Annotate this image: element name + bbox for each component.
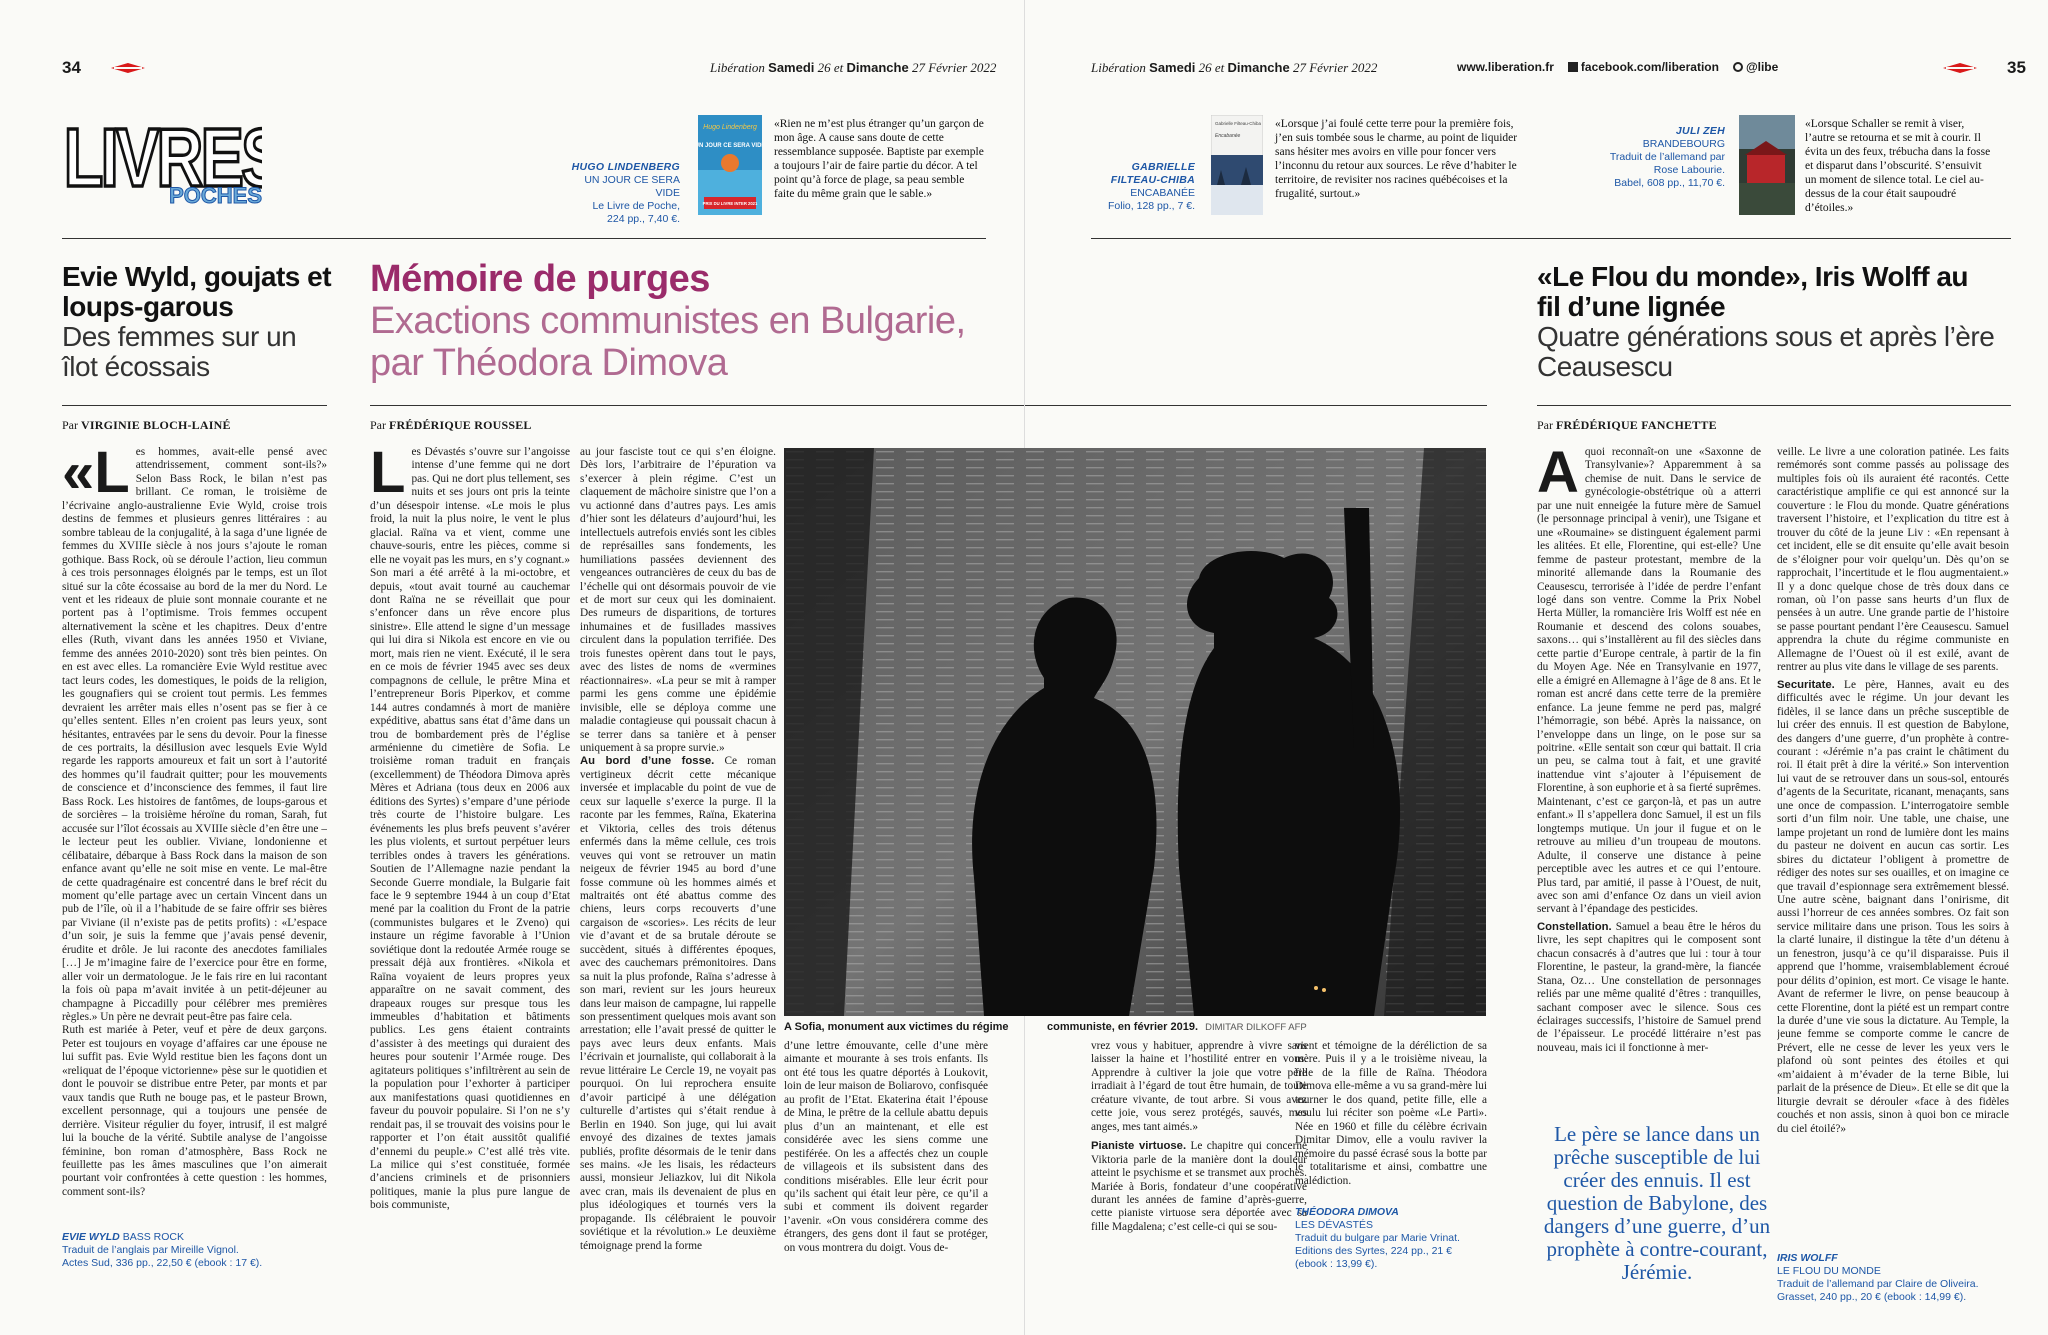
pull-quote: Le père se lance dans un prêche susceptible de lui créer des ennuis. Il est question de Babylone, des dangers d’une guerre, d’un prophète à contre-courant, Jérémie.	[1543, 1122, 1771, 1284]
dropcap: A	[1537, 446, 1579, 505]
article-title: Evie Wyld, goujats et loups-garous	[62, 261, 332, 322]
cover-author: Gabrielle Filteau-Chiba	[1215, 121, 1262, 126]
paragraph: veille. Le livre a une coloration patinée. Les faits remémorés sont comme passés au polissage des multiples fois où ils auraient été racontés. Cette caractéristique amplifie ce qui est annoncé sur la couverture : le Flou du monde. Quatre générations traversent l’histoire, et l’explication du titre est à trouver du côté de la jeune Liv : «En repensant à cet incident, elle se dit ensuite qu’elle avait besoin de s’éloigner pour voir quelqu’un. Dès qu’on se rapprochait, l’incertitude et le flou augmentaient.» Il y a donc quelque chose de très doux dans ce roman, où l’on passe sans heurts d’un flux de pensées à un autre. Une grande partie de l’histoire se passe pourtant pendant l’ère Ceausescu. Samuel apprendra la chute du régime communiste en Allemagne de l’Ouest où il est exilé, avant de rentrer au plus vite dans le village de ses parents.	[1777, 446, 2009, 674]
dateline-d1: 26	[817, 60, 831, 75]
dateline-day1: Samedi	[1149, 60, 1196, 75]
caption-text: communiste, en février 2019.	[1047, 1021, 1199, 1033]
credit-publisher: Actes Sud, 336 pp., 22,50 € (ebook : 17 €).	[62, 1257, 263, 1269]
poche-quote: «Rien ne m’est plus étranger qu’un garçon de mon âge. A cause sans doute de cette ressemblance supposée. Baptiste par exemple a toujours l’air de faire partie du décor. A tel point qu’à force de plage, sa peau semble faite du même grain que le sable.»	[774, 118, 984, 200]
poche-publisher: Traduit de l’allemand par Rose Labourie.	[1609, 151, 1725, 176]
book-cover	[698, 115, 762, 215]
paragraph: Samuel a beau être le héros du livre, les sept chapitres qui le composent sont chacun consacrés à d’autres que lui : tour à tour Florentine, le pasteur, la grand-mère, la fiancée Stana, Oz… Une constellation de personnages reliés par une même qualité d’êtres : tranquilles, sachant composer avec le silence. Sous ces éclairages successifs, l’histoire de Samuel prend de l’épaisseur. Le procédé littéraire n’est pas nouveau, mais ici il fonctionne à mer-	[1537, 920, 1761, 1054]
byline-author: FRÉDÉRIQUE FANCHETTE	[1556, 418, 1717, 432]
paragraph: vrez vous y habituer, apprendre à vivre sans laisser la haine et l’hostilité entrer en vous. Apprendre à cultiver la joie que votre père irradiait à l’égard de tout être humain, de toute créature vivante, de tout arbre. Si vous avez cette joie, vous serez protégés, sauvés, mes anges, mes tant aimés.»	[1091, 1040, 1307, 1133]
credit-translation: Traduit du bulgare par Marie Vrinat.	[1295, 1232, 1460, 1244]
dropcap: L	[370, 446, 406, 505]
center-col-2	[580, 446, 776, 1310]
cover-author: Hugo Lindenberg	[703, 124, 757, 131]
section-title: LIVRE	[63, 111, 242, 205]
photo-caption	[784, 1021, 1009, 1033]
poche-title: BRANDEBOURG	[1642, 138, 1725, 150]
center-col-1	[370, 446, 570, 1310]
page-number: 34	[62, 58, 81, 77]
paragraph: Le père, Hannes, avait eu des difficultés avec le régime. Un jour devant les fidèles, il se lance dans un prêche susceptible de lui créer des ennuis. Il est question de Babylone, des dangers d’une guerre, d’un prophète à contre-courant : «Jérémie n’a pas craint le châtiment du roi. Il était prêt à dire la vérité.» Son intervention lui vaut de se retrouver dans un sous-sol, entourés d’agents de la Securitate, ricanant, menaçants, sans une once de compassion. L’interrogatoire semble sorti d’un film noir. Une table, une chaise, une lampe projetant un rond de lumière dont les mains du pasteur ne doivent en aucun cas sortir. Les sbires du dictateur l’obligent à promettre de rédiger des notes sur ses ouailles, et on imagine ce que travail d’espionnage sera extrêmement blessé. Une autre scène, baignant dans l’onirisme, dit aussi l’horreur de ces années sombres. Oz fait son service militaire dans une prison. Tous les soirs à la clarté lunaire, il distingue la tête d’un détenu à un fenestron, jusqu’à ce qu’il disparaisse. Puis il apprend que l’homme, vraisemblablement écroué pour délits d’opinion, est mort. Ce visage le hante. Avant de refermer le livre, on pense beaucoup à cette Florentine, dont la piété est un rempart contre la durée d’une vie sous la dictature. Au Temple, la jeune femme se comporte comme le cancre de Prévert, elle ne cesse de lever les yeux vers le plafond où sont peintes des étoiles et qui «m’aidaient à m’évader de la terne Bible, lui parlait de la présence de Dieu». Et elle se dit que la liturgie devrait se dérouler «face à des fidèles couchés et non assis, sinon à quoi bon ce miracle du ciel étoilé?»	[1777, 678, 2009, 1135]
poche-author: GABRIELLE FILTEAU-CHIBA	[1110, 161, 1195, 186]
section-rule	[370, 405, 1024, 406]
article-subtitle: Des femmes sur un îlot écossais	[62, 321, 297, 382]
credit-title: BASS ROCK	[122, 1231, 184, 1243]
poche-price: Babel, 608 pp., 11,70 €.	[1614, 177, 1725, 189]
poche-author: JULI ZEH	[1675, 125, 1725, 137]
book-credit	[1777, 1252, 2009, 1304]
cover-title: UN JOUR CE SERA VIDE	[698, 143, 762, 149]
center-title: Mémoire de purges	[370, 258, 710, 300]
byline-prefix: Par	[1537, 418, 1553, 432]
center-subtitle: Exactions communistes en Bulgarie, par Théodora Dimova	[370, 300, 966, 384]
section-logo	[62, 108, 262, 213]
byline-prefix: Par	[62, 418, 78, 432]
right-headline	[1537, 262, 1997, 382]
section-subtitle: POCHES	[169, 183, 262, 208]
byline	[62, 418, 231, 433]
section-rule	[1537, 405, 2011, 406]
poche-book-1	[560, 115, 990, 225]
paragraph: au jour fasciste tout ce qui s’en éloigne. Dès lors, l’arbitraire de l’épuration va s’exercer à plein régime. C’est un claquement de mâchoire sinistre que l’on a vu actionné dans d’autres pays. Les amis d’hier sont les délateurs d’aujourd’hui, les intellectuels autrefois enviés sont les cibles de représailles sans fondements, les humiliations passées deviennent des vengeances outrancières de ceux du bas de l’échelle qui ont désormais pouvoir de vie et de mort sur ceux qui les dominaient. Des rumeurs de disparitions, de tortures inhumaines et de fusillades massives circulent dans la population terrifiée. Des trois funestes opèrent dans tout le pays, avec des listes de noms de «vermines réactionnaires». «La peur se mit à ramper parmi les gens comme une épidémie invisible, elle se déploya comme une maladie contagieuse qui poussait chacun à se terrer dans sa tanière et à penser uniquement à sa propre survie.»	[580, 446, 776, 754]
poche-publisher: Folio, 128 pp., 7 €.	[1108, 200, 1195, 212]
book-credit	[62, 1231, 327, 1270]
center-byline	[370, 418, 532, 433]
article-subtitle: Quatre générations sous et après l’ère Ceausescu	[1537, 321, 1995, 382]
dateline-day2: Dimanche	[846, 60, 909, 75]
paragraph: Ce roman vertigineux décrit cette mécanique inversée et implacable du point de vue de ceux sur laquelle s’exerce la purge. Il la raconte par les femmes, Raïna, Ekaterina et Viktoria, celles des trois détenus enfermés dans la même cellule, ces trois veuves qui vont se retrouver un matin neigeux de février 1945 au bord d’une fosse commune où les hommes aimés et maltraités ont été abattus comme des chiens, leurs corps recouverts d’une cargaison de «scories». Les récits de leur vie d’avant et de sa brutale déroute se succèdent, situés à différentes époques, avec des cauchemars prémonitoires. Dans sa nuit la plus profonde, Raïna s’adresse à son mari, revient sur les jours heureux dans leur maison de campagne, lui rappelle son pressentiment quelques mois avant son arrestation; elle l’avait pressé de quitter le pays avec leurs deux enfants. Mais l’écrivain et journaliste, qui collaborait à la revue littéraire Le Cercle 19, ne voyait pas pourquoi. On lui reprochera ensuite d’avoir participé à une délégation culturelle d’artistes qui s’était rendue à Berlin en 1940. Son juge, qui lui avait envoyé des dizaines de textes jamais publiés, profite désormais de le tenir dans ses mains. «Je les lisais, les rédacteurs aussi, monsieur Jeliazkov, lui dit Nikola avec cran, mais ils devenaient de plus en plus idéologiques et tournés vers la propagande. Ils célébraient le pouvoir soviétique et la révolution.» Le deuxième témoignage prend la forme	[580, 755, 776, 1252]
page-number: 35	[2007, 58, 2026, 77]
dateline-and: et	[833, 60, 844, 75]
right-col-2	[1777, 446, 2009, 1242]
subhead: Pianiste virtuose.	[1091, 1140, 1187, 1153]
center-headline	[370, 258, 1010, 384]
poche-meta	[1605, 125, 1725, 190]
dateline-d2: 27 Février 2022	[1292, 60, 1378, 75]
dateline-paper: Libération	[710, 60, 765, 75]
social-links	[1457, 60, 1778, 74]
poche-publisher: Le Livre de Poche,	[592, 200, 680, 212]
subhead: Constellation.	[1537, 920, 1612, 933]
paragraph: d’une lettre émouvante, celle d’une mère aimante et mourante à ses trois enfants. Ils ont été tous les quatre déportés à Loukovit, loin de leur maison de Boliarovo, confisquée au profit de l’Etat. Ekaterina était l’épouse de Mina, le prêtre de la cellule abattu depuis plus d’un an maintenant, et elle est considérée avec les siens comme une pestiférée. On les a affectés chez un couple de villageois et ils subsistent dans des conditions misérables. Elle leur écrit pour qu’ils sachent qui était leur père, ce qu’il a subi et comment ils doivent regarder l’avenir. «On vous considérera comme des étrangers, des gens dont il faut se protéger, on vous montrera du doigt. Vous de-	[784, 1040, 988, 1254]
byline-author: FRÉDÉRIQUE ROUSSEL	[389, 418, 532, 432]
dateline-paper: Libération	[1091, 60, 1146, 75]
facebook-link[interactable]	[1568, 60, 1719, 74]
article-body	[62, 446, 327, 1206]
byline-prefix: Par	[370, 418, 386, 432]
poche-title: UN JOUR CE SERA VIDE	[584, 174, 680, 199]
poche-price: 224 pp., 7,40 €.	[607, 213, 680, 225]
dateline-day2: Dimanche	[1227, 60, 1290, 75]
facebook-icon	[1568, 62, 1578, 72]
poche-book-3	[1605, 115, 2005, 215]
dateline	[710, 60, 996, 76]
article-headline	[62, 262, 332, 382]
dateline-day1: Samedi	[768, 60, 815, 75]
article-title: «Le Flou du monde», Iris Wolff au fil d’une lignée	[1537, 261, 1969, 322]
dateline-d1: 26	[1198, 60, 1212, 75]
paragraph: Ruth est mariée à Peter, veuf et père de deux garçons. Peter est toujours en voyage d’affaires car une épouse ne lui suffit pas. Evie Wyld restitue bien les façons dont un «reliquat de l’époque victorienne» pèse sur le quotidien et dont le pouvoir se distribue entre Peter, par monts et par vaux tandis que Ruth ne bouge pas, et le pasteur Brown, excellent personnage, qui a toujours une pensée de derrière. Visiteur régulier du foyer, intrusif, il est malgré lui la bouche de la vérité. Subtile analyse de l’angoisse féminine, bon roman d’atmosphère, Bass Rock ne feuillette pas les âmes masculines que l’on aimerait pourtant voir confrontées à cette question : les hommes, comment sont-ils?	[62, 1024, 327, 1198]
caption-text: A Sofia, monument aux victimes du régime	[784, 1021, 1009, 1033]
credit-title: LE FLOU DU MONDE	[1777, 1265, 1881, 1277]
right-byline	[1537, 418, 1717, 433]
paragraph: Le chapitre qui concerne Viktoria parle de la manière dont la douleur atteint le psychisme et se transmet aux proches. Mariée à Boris, fondateur d’une coopérative durant les années de famine d’après-guerre, cette pianiste virtuose sera déportée avec sa fille Magdalena; c’est celle-ci qui se sou-	[1091, 1140, 1307, 1233]
paragraph: es hommes, avait-elle pensé avec attendrissement, comment sont-ils?» Selon Bass Rock, le bilan n’est pas brillant. Ce roman, le troisième de l’écrivaine anglo-australienne Evie Wyld, croise trois destins de femmes et plusieurs genres littéraires : au sombre tableau de la conjugalité, à la saga d’une lignée de femmes du XVIIIe siècle à nos jours s’ajoute le roman gothique. Bass Rock, où se déroule l’action, lieu commun à ces trois personnages éloignés par le temps, est un îlot situé sur la côte écossaise au bord de la mer du Nord. Le vent et les rideaux de pluie sont monnaie courante et ne portent pas à l’optimisme. Trois femmes occupent alternativement la scène et les chapitres. Deux d’entre elles (Ruth, vivant dans les années 1950 et Viviane, femme des années 2010-2020) sont très bien peintes. On en est avec elles. La romancière Evie Wyld restitue avec tact leurs codes, les domestiques, le poids de la religion, les gougnafiers qui se croient tout permis. Les femmes devraient les arrêter mais elles n’osent pas se fier à ce qu’elles sentent. Elles n’en croient pas leurs yeux, sont hésitantes, entravées par le sens du devoir. Pour la finesse de ces portraits, la désillusion avec lesquels Evie Wyld regarde les rapports amoureux et fait un sort à l’autorité des hommes qu’il faudrait quitter; pour les mouvements de conscience et d’inconscience des femmes, il faut lire Bass Rock. Les histoires de fantômes, de loups-garous et de sorcières – la troisième héroïne du roman, Sarah, fut accusée sur l’îlot écossais au XVIIIe siècle d’en être une – le lecteur peut les oublier. Viviane, londonienne et célibataire, débarque à Bass Rock dans la maison de son enfance avant qu’elle ne soit mise en vente. Le mal-être de cette quadragénaire est concentré dans le bref récit du moment qu’elle partage avec un certain Vincent dans un pub de l’île, où il a l’habitude de se faire offrir ses bières par Viviane (il n’existe pas de petits profits) : «L’espace d’un soir, je suis la femme que j’avais pensé devenir, érudite et drôle. Je lui raconte des anecdotes familiales […] Je m’imagine faire de l’exercice pour être en forme, aller voir un dermatologue. Je le fais rire en lui racontant la fois où papa m’avait invitée à un petit-déjeuner au champagne à Piccadilly pour célébrer mes premières règles.» Un père ne devrait peut-être pas faire cela.	[62, 446, 327, 1024]
credit-translation: Traduit de l’allemand par Claire de Oliveira.	[1777, 1278, 1979, 1290]
poche-quote: «Lorsque j’ai foulé cette terre pour la première fois, j’en suis tombée sous le charme, au point de liquider sans hésiter mes avoirs en ville pour foncer vers l’inconnu du retour aux sources. Le rêve d’habiter le territoire, de revisiter nos racines québécoises et la frugalité, surtout.»	[1275, 118, 1518, 200]
article-photo	[784, 448, 1486, 1016]
instagram-icon	[1733, 62, 1743, 72]
left-folio	[62, 58, 145, 78]
center-col-5	[1295, 1040, 1487, 1190]
instagram-link[interactable]	[1733, 60, 1778, 74]
subhead: Securitate.	[1777, 678, 1835, 691]
book-credit	[1295, 1206, 1487, 1271]
dropcap: «L	[62, 446, 130, 505]
center-col-3	[784, 1040, 988, 1310]
paragraph: es Dévastés s’ouvre sur l’angoisse intense d’une femme qui ne dort pas. Qui ne dort plus tellement, ses nuits et ses jours ont pris la teinte d’un désespoir intense. «Le mois le plus froid, la nuit la plus noire, le vent le plus glacial. Raïna va et vient, comme une chauve-souris, entre les pièces, comme si elle ne voyait pas les murs, en s’y cognant.» Son mari a été arrêté à la mi-octobre, et depuis, «tout avait tourné au cauchemar dont Raïna ne se réveillait que pour s’enfoncer dans un rêve encore plus sinistre». Elle attend le signe d’un message qui lui dira si Nikola est encore en vie ou mort, mais rien ne vient. Exécuté, il le sera en ce mois de février 1945 avec ses deux compagnons de cellule, le prêtre Mina et l’entrepreneur Boris Piperkov, et comme 144 autres condamnés à mort de manière expéditive, abattus sans état d’âme dans un trou de bombardement près de l’église arménienne du cimetière de Sofia. Le troisième roman traduit en français (excellemment) de Théodora Dimova après Mères et Adriana (tous deux en 2006 aux éditions des Syrtes) s’empare d’une période très courte de l’histoire bulgare. Les événements les plus brefs peuvent s’avérer les plus violents, et surtout perpétuer leurs terribles ondes à travers les générations. Soutien de l’Allemagne nazie pendant la Seconde Guerre mondiale, la Bulgarie fait face le 9 septembre 1944 à un coup d’Etat mené par la coalition du Front de la patrie (communistes bulgares et le Zveno) qui instaure un régime favorable à l’Union soviétique dont la redoutée Armée rouge se pressait déjà aux frontières. «Nikola et Raïna voyaient de leurs propres yeux apparaître on ne savait comment, des drapeaux rouges sur presque tous les immeubles d’habitation et bâtiments publics. Les gens étaient contraints d’assister à des meetings qui duraient des heures pour soutenir l’Armée rouge. Des agitateurs politiques s’infiltrèrent au sein de la population pour l’exhorter à participer aux manifestations quasi quotidiennes en faveur du pouvoir populaire. Si l’on ne s’y rendait pas, il se trouvait des voisins pour le rapporter et l’on était aussitôt qualifié d’ennemi du peuple.» C’est allé très vite. La milice qui s’est constituée, formée d’anciens criminels et de prisonniers politiques, manie la plus pure langue de bois communiste,	[370, 446, 570, 1212]
right-folio	[1943, 58, 2026, 78]
poche-meta	[560, 161, 680, 226]
diamond-icon	[111, 63, 145, 73]
header-rule	[62, 238, 986, 239]
paragraph: vient et témoigne de la déréliction de sa mère. Puis il y a le troisième niveau, la fille de la fille de Raïna. Théodora Dimova elle-même a vu sa grand-mère lui tourner le dos quand, petite fille, elle a voulu lui réciter son poème «Le Parti». Née en 1960 et fille du célèbre écrivain Dimitar Dimov, elle a voulu raviver la mémoire du passé écrasé sous la botte par le totalitarisme et ainsi, combattre une malédiction.	[1295, 1040, 1487, 1187]
paragraph: quoi reconnaît-on une «Saxonne de Transylvanie»? Apparemment à sa chemise de nuit. Dans le service de gynécologie-obstétrique où a atterri par une nuit enneigée la future mère de Samuel (le personnage principal à venir), une Tsigane et une «Roumaine» se distinguent également parmi les alitées. Et elle, Florentine, qui est-elle? Une femme de pasteur protestant, membre de la minorité allemande dans la Roumanie des Ceausescu, terrorisée à l’idée de perdre l’enfant logé dans son ventre. Comme la Prix Nobel Herta Müller, la romancière Iris Wolff est née en Roumanie et descend des colons souabes, saxons… qui s’installèrent au fil des siècles dans cette partie d’Europe centrale, à partir de la fin du Moyen Age. Née en Transylvanie en 1977, elle a émigré en Allemagne à l’âge de 8 ans. Et le roman est ancré dans cette terre de la première enfance. La jeune femme ne perd pas, malgré l’hémorragie, son bébé. Après la naissance, on l’enveloppe dans un linge, on le pose sur sa poitrine. «Elle sentait son cœur qui battait. Il cria un peu, se calma tout à fait, et une gravité inattendue vint s’ajouter à l’épuisement de Florentine, à son euphorie et à sa fierté suprêmes. Maintenant, c’est ce garçon-là, et pas un autre enfant.» Il s’appellera donc Samuel, il est un fils longtemps mutique. Un jour il fugue et on le retrouve au milieu d’un troupeau de moutons. Adulte, il conserve une distance à peine perceptible avec les autres et ce qui l’entoure. Plus tard, par amitié, il passe à l’Ouest, de nuit, avec son ami d’enfance Oz dans un vieil avion servant à l’épandage des pesticides.	[1537, 446, 1761, 916]
poche-title: ENCABANÉE	[1130, 187, 1195, 199]
credit-author: EVIE WYLD	[62, 1231, 120, 1243]
handle-label: @libe	[1745, 60, 1779, 74]
livres-logo-icon	[62, 108, 262, 213]
site-link[interactable]: www.liberation.fr	[1457, 60, 1554, 74]
photo-credit: DIMITAR DILKOFF AFP	[1205, 1022, 1307, 1033]
poche-quote: «Lorsque Schaller se remit à viser, l’autre se retourna et se mit à courir. Il évita un des feux, trébucha dans la fosse et disparut dans l’obscurité. S’ensuivit un moment de silence total. Le ciel au-dessus de la cour était saupoudré d’étoiles.»	[1805, 118, 1991, 214]
facebook-label: facebook.com/liberation	[1580, 60, 1719, 74]
dateline-and: et	[1214, 60, 1225, 75]
credit-author: IRIS WOLFF	[1777, 1252, 1838, 1264]
credit-publisher: Grasset, 240 pp., 20 € (ebook : 14,99 €).	[1777, 1291, 1967, 1303]
dateline-d2: 27 Février 2022	[911, 60, 997, 75]
photo-caption-cont	[1047, 1021, 1307, 1033]
book-cover	[1739, 115, 1795, 215]
book-cover	[1211, 115, 1263, 215]
cover-title: Encabanée	[1215, 133, 1241, 139]
credit-author: THÉODORA DIMOVA	[1295, 1206, 1399, 1218]
poche-book-2	[1085, 115, 1525, 215]
poche-author: HUGO LINDENBERG	[571, 161, 680, 173]
center-col-4	[1091, 1040, 1307, 1320]
subhead: Au bord d’une fosse.	[580, 755, 715, 768]
poche-meta	[1085, 161, 1195, 213]
credit-translation: Traduit de l’anglais par Mireille Vignol.	[62, 1244, 239, 1256]
dateline	[1091, 60, 1377, 76]
cover-badge: PRIX DU LIVRE INTER 2021	[702, 201, 758, 206]
credit-title: LES DÉVASTÉS	[1295, 1219, 1374, 1231]
section-rule	[62, 405, 327, 406]
credit-publisher: Editions des Syrtes, 224 pp., 21 € (ebook : 13,99 €).	[1295, 1245, 1453, 1270]
right-col-1	[1537, 446, 1761, 1098]
byline-author: VIRGINIE BLOCH-LAINÉ	[81, 418, 231, 432]
diamond-icon	[1943, 63, 1977, 73]
header-rule	[1091, 238, 2011, 239]
monument-shadow-photo	[784, 448, 1486, 1016]
section-rule	[1025, 405, 1487, 406]
